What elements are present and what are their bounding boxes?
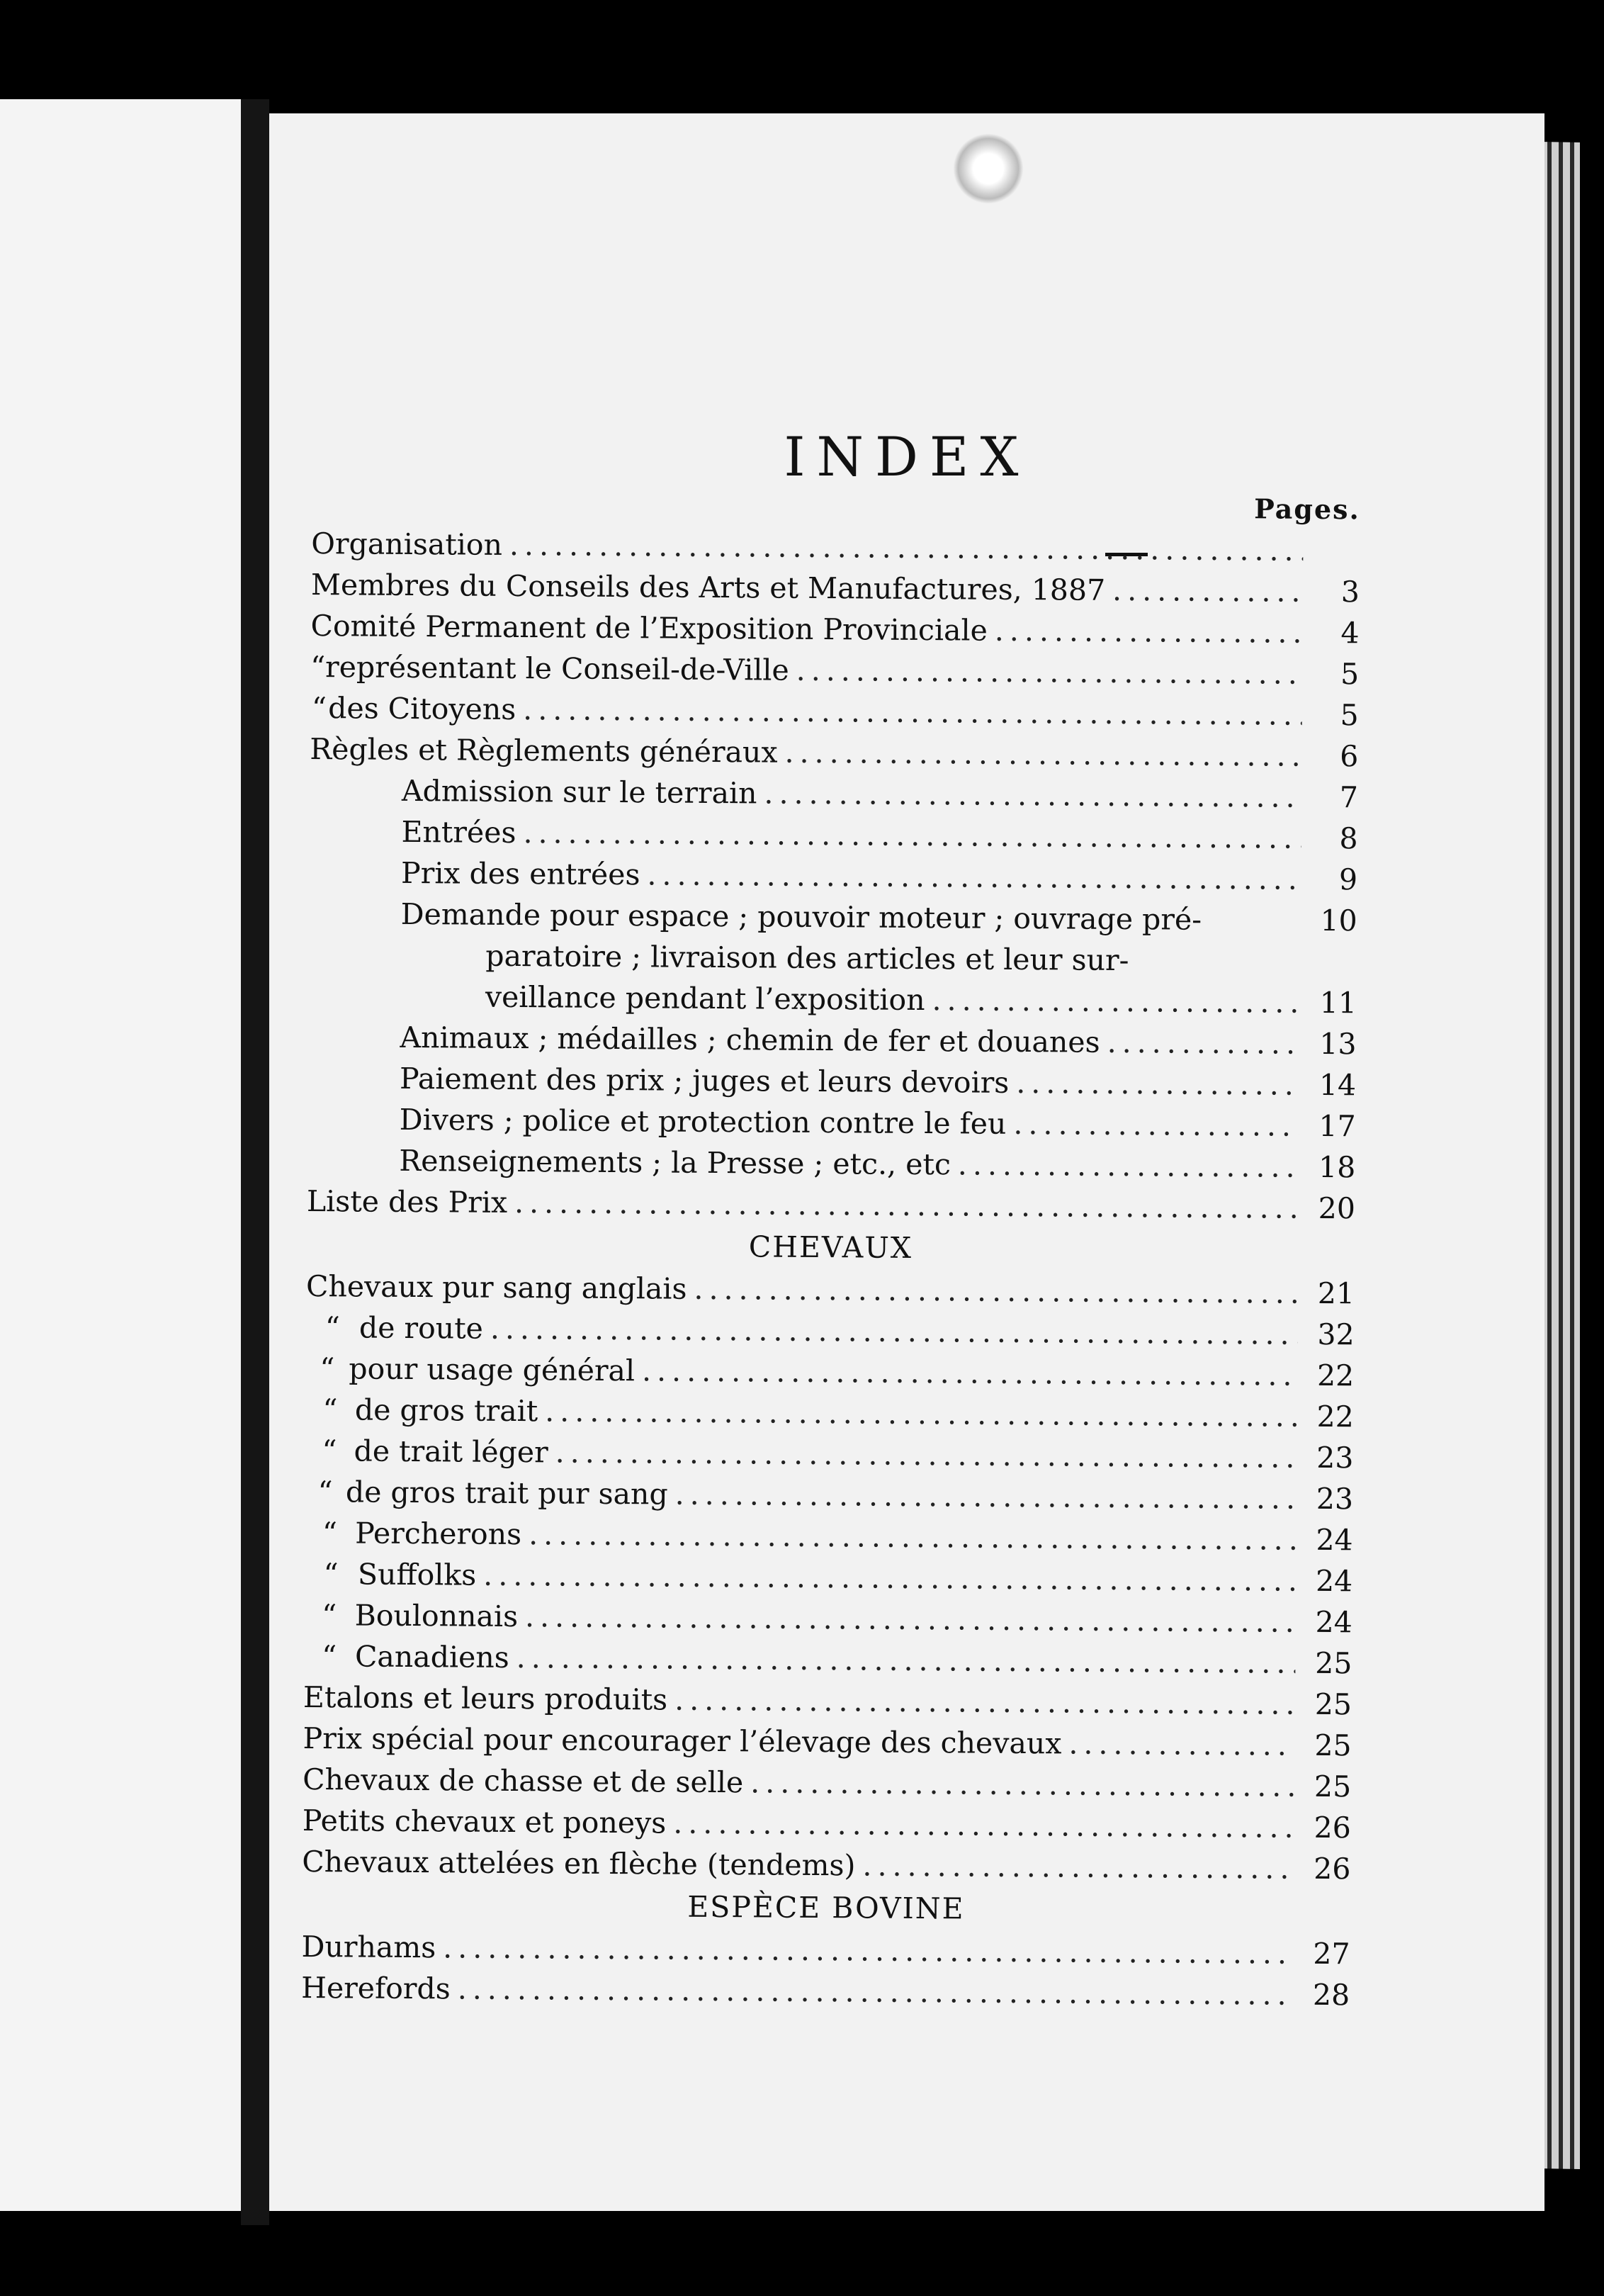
leader-dots (784, 732, 1301, 777)
toc-entry (305, 1430, 1353, 1478)
ditto-mark: “ (323, 1557, 339, 1592)
toc-entry (307, 1057, 1356, 1105)
entry-label: Organisation (311, 526, 503, 562)
entry-page: 20 (1318, 1191, 1356, 1226)
toc-entry (310, 728, 1358, 777)
leader-dots (490, 1308, 1298, 1355)
toc-entry (303, 1718, 1351, 1766)
leader-dots (796, 650, 1303, 694)
entry-label: Prix spécial pour encourager l’élevage des chevaux (303, 1721, 1062, 1761)
entry-page: 3 (1340, 575, 1360, 609)
entry-page: 22 (1316, 1358, 1355, 1393)
entry-label: de gros trait (354, 1392, 538, 1429)
entry-label: Règles et Règlements généraux (310, 731, 778, 770)
ditto-mark: “ (317, 1475, 333, 1509)
leader-dots (764, 772, 1301, 817)
toc-entry (303, 1636, 1352, 1684)
toc-entry (307, 1016, 1356, 1064)
leader-dots (443, 1927, 1294, 1974)
table-of-contents (301, 482, 1360, 2015)
toc-entry (309, 852, 1357, 900)
pages-column-label: Pages. (1254, 493, 1360, 526)
entry-page: 25 (1314, 1687, 1352, 1722)
entry-label: pour usage général (349, 1351, 636, 1388)
leader-dots (932, 979, 1300, 1023)
toc-entry (307, 1139, 1355, 1188)
entry-page: 25 (1314, 1769, 1352, 1804)
left-page (0, 99, 241, 2211)
entry-label: Durhams (301, 1929, 436, 1965)
toc-entry (311, 564, 1360, 612)
ditto-mark: “ (322, 1639, 337, 1674)
entry-label: des Citoyens (328, 691, 516, 727)
toc-entry (304, 1553, 1352, 1602)
leader-dots (1016, 1062, 1299, 1105)
entry-label: Liste des Prix (306, 1183, 508, 1220)
entry-label: Chevaux attelées en flèche (tendems) (302, 1844, 856, 1883)
entry-label: de trait léger (354, 1434, 548, 1470)
leader-dots (514, 1182, 1299, 1229)
entry-label: Admission sur le terrain (401, 773, 757, 811)
leader-dots (458, 1968, 1294, 2015)
leader-dots (483, 1555, 1296, 1602)
section-heading-chevaux: CHEVAUX (748, 1229, 913, 1265)
entry-page: 24 (1315, 1604, 1352, 1640)
leader-dots (750, 1762, 1294, 1806)
toc-entry-continuation (308, 934, 1357, 982)
entry-page: 26 (1314, 1851, 1351, 1886)
toc-entry (307, 1098, 1356, 1147)
entry-label: Suffolks (357, 1557, 477, 1592)
leader-dots (674, 1474, 1297, 1519)
toc-entry (304, 1594, 1352, 1643)
entry-label: Paiement des prix ; juges et leurs devoirs (399, 1061, 1010, 1100)
toc-entry (305, 1389, 1354, 1437)
ornament-mark (953, 133, 1024, 204)
entry-label: Comité Permanent de l’Exposition Provinciale (310, 608, 988, 648)
ditto-mark: “ (324, 1310, 340, 1345)
entry-label: Prix des entrées (400, 855, 640, 892)
entry-label: Divers ; police et protection contre le feu (399, 1102, 1007, 1141)
leader-dots (1068, 1723, 1295, 1766)
entry-label: Animaux ; médailles ; chemin de fer et douanes (400, 1020, 1100, 1059)
entry-label: de route (358, 1310, 484, 1346)
toc-entry (307, 1181, 1355, 1229)
section-heading-bovine: ESPÈCE BOVINE (687, 1889, 965, 1926)
entry-label: Boulonnais (354, 1598, 519, 1634)
entry-page: 10 (1320, 903, 1357, 938)
entry-page: 25 (1315, 1645, 1352, 1681)
ditto-mark: “ (310, 649, 326, 685)
toc-entry (303, 1677, 1352, 1725)
toc-entry (303, 1800, 1351, 1848)
toc-entry (303, 1759, 1351, 1807)
entry-page: 6 (1340, 739, 1359, 774)
leader-dots (516, 1637, 1296, 1684)
entry-page: 4 (1340, 616, 1360, 651)
entry-label: Renseignements ; la Presse ; etc., etc (399, 1143, 951, 1182)
leader-dots (673, 1803, 1294, 1848)
entry-page: 7 (1339, 780, 1359, 815)
leader-dots (555, 1431, 1297, 1478)
toc-entry (310, 687, 1359, 736)
entry-label: Chevaux pur sang anglais (305, 1268, 687, 1306)
toc-entry (310, 770, 1358, 818)
toc-entry (305, 1307, 1354, 1355)
entry-page: 26 (1314, 1810, 1351, 1845)
entry-label: Percherons (355, 1516, 522, 1552)
entry-page: 27 (1313, 1936, 1350, 1971)
leader-dots (529, 1514, 1297, 1560)
entry-page: 5 (1340, 657, 1360, 692)
ditto-mark: “ (322, 1516, 338, 1551)
toc-entry (306, 1266, 1355, 1314)
entry-label: Entrées (401, 814, 516, 850)
entry-label: Chevaux de chasse et de selle (303, 1762, 744, 1800)
toc-entry (311, 523, 1360, 571)
ditto-mark: “ (322, 1392, 338, 1427)
entry-page: 14 (1318, 1067, 1357, 1103)
entry-page: 13 (1319, 1026, 1357, 1062)
entry-page: 32 (1317, 1317, 1355, 1352)
leader-dots (523, 812, 1301, 859)
ditto-mark: “ (322, 1598, 337, 1633)
entry-page: 22 (1316, 1399, 1354, 1434)
leader-dots (525, 1596, 1296, 1643)
entry-label: paratoire ; livraison des articles et leur sur- (485, 938, 1129, 978)
ditto-mark: “ (311, 691, 327, 726)
toc-entry (305, 1471, 1353, 1519)
toc-entry (302, 1841, 1350, 1889)
leader-dots (1013, 1103, 1299, 1147)
entry-label: Canadiens (354, 1639, 509, 1675)
entry-page: 23 (1316, 1481, 1354, 1516)
entry-label: Petits chevaux et poneys (302, 1803, 667, 1840)
leader-dots (995, 610, 1303, 653)
entry-label: Herefords (300, 1970, 451, 2006)
entry-label: veillance pendant l’exposition (485, 979, 925, 1018)
entry-page: 28 (1312, 1977, 1350, 2013)
ditto-mark: “ (322, 1434, 337, 1468)
toc-entry (301, 1926, 1350, 1974)
toc-entry (309, 893, 1357, 941)
leader-dots (1112, 570, 1303, 612)
toc-entry (304, 1512, 1352, 1560)
entry-label: Etalons et leurs produits (303, 1679, 668, 1717)
leader-dots (545, 1390, 1297, 1436)
leader-dots (642, 1350, 1298, 1395)
entry-label: Demande pour espace ; pouvoir moteur ; ouvrage pré- (400, 896, 1202, 937)
entry-label: Membres du Conseils des Arts et Manufactures, 1887 (310, 567, 1106, 607)
toc-entry-continuation (308, 975, 1357, 1023)
entry-page: 17 (1318, 1108, 1356, 1144)
entry-page: 24 (1315, 1563, 1353, 1599)
entry-page: 24 (1316, 1522, 1353, 1558)
entry-page: 11 (1319, 985, 1357, 1020)
entry-label: représentant le Conseil-de-Ville (324, 650, 789, 687)
entry-page: 18 (1318, 1149, 1356, 1185)
leader-dots (647, 854, 1301, 899)
entry-page: 5 (1340, 698, 1359, 733)
entry-page: 8 (1339, 821, 1358, 856)
toc-entry (301, 1967, 1350, 2015)
toc-entry (305, 1348, 1354, 1396)
leader-dots (1107, 1022, 1299, 1064)
leader-dots (694, 1268, 1298, 1314)
page-title: INDEX (784, 425, 1030, 488)
leader-dots (674, 1679, 1295, 1725)
toc-entry (310, 605, 1359, 653)
toc-entry (309, 811, 1357, 859)
leader-dots (523, 689, 1302, 736)
entry-page: 21 (1317, 1276, 1355, 1311)
leader-dots (958, 1144, 1299, 1187)
entry-page: 9 (1338, 862, 1358, 897)
leader-dots (509, 524, 1304, 571)
ditto-mark: “ (320, 1351, 335, 1386)
leader-dots (862, 1845, 1294, 1889)
book-spine (241, 99, 269, 2225)
toc-entry (310, 646, 1359, 694)
entry-page: 25 (1314, 1728, 1352, 1763)
entry-label: de gros trait pur sang (345, 1475, 668, 1512)
entry-page: 23 (1316, 1440, 1354, 1475)
